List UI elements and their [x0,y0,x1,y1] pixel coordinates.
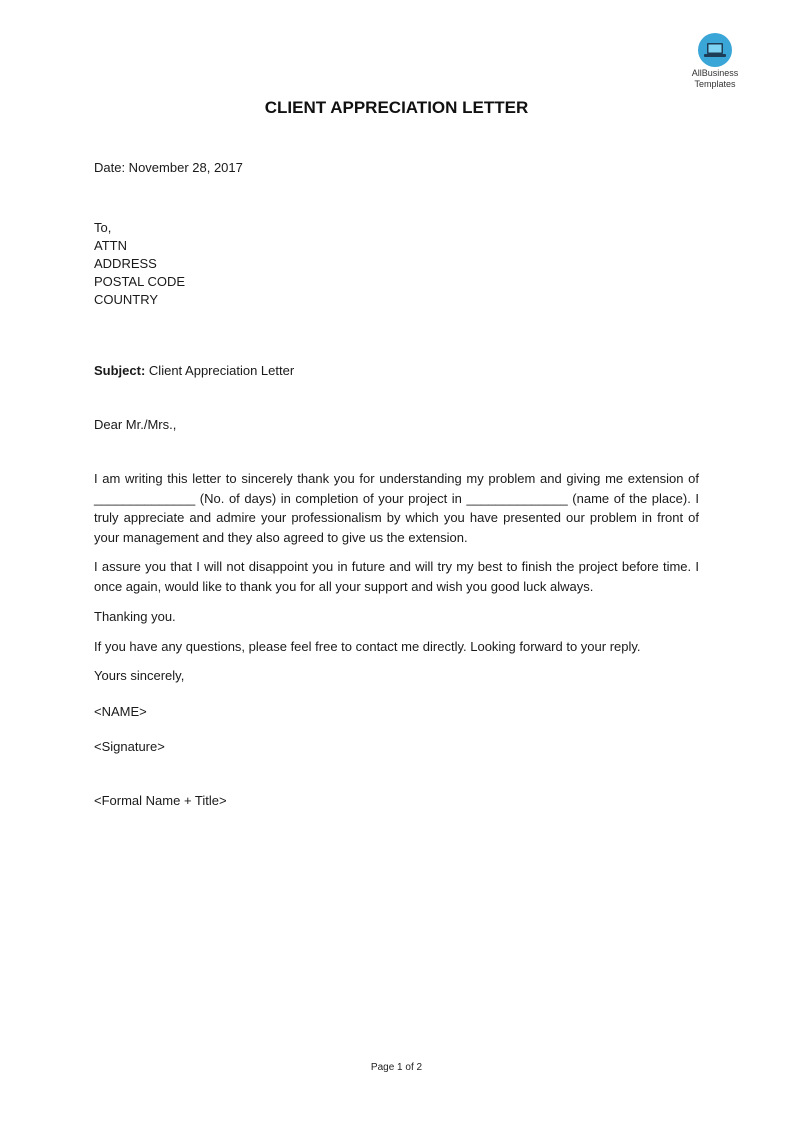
subject-label: Subject: [94,363,146,378]
logo-text-line1: AllBusiness [691,68,739,78]
address-country: COUNTRY [94,292,159,307]
page-number: Page 1 of 2 [370,1062,423,1073]
address-postal-code: POSTAL CODE [94,274,186,289]
sender-name: <NAME> [94,704,147,719]
body-paragraph-1: I am writing this letter to sincerely thank you for understanding my problem and giving me extension of ______________ (No. of days) in completion of your project in ______________ (name of the place). I truly appreciate and admire your professionalism by which you have presented our problem in front of your management and they also agreed to give us the extension. [94,471,699,545]
logo [684,33,746,89]
subject-text: Client Appreciation Letter [148,363,295,378]
closing: Yours sincerely, [94,668,185,683]
subject-line [94,362,294,380]
body-paragraph-4: If you have any questions, please feel free to contact me directly. Looking forward to your reply. [94,639,641,654]
letter-date: Date: November 28, 2017 [94,160,243,175]
laptop-icon [698,33,732,67]
body-paragraph-3: Thanking you. [94,609,176,624]
address-attn: ATTN [94,238,127,253]
page-title: CLIENT APPRECIATION LETTER [264,98,529,117]
logo-text-line2: Templates [694,79,736,89]
address-line: ADDRESS [94,256,157,271]
address-to: To, [94,220,112,235]
body-paragraph-2: I assure you that I will not disappoint you in future and will try my best to finish the project before time. I once again, would like to thank you for all your support and wish you good luck always. [94,559,699,594]
formal-name-title: <Formal Name + Title> [94,793,227,808]
salutation: Dear Mr./Mrs., [94,417,177,432]
signature-placeholder: <Signature> [94,739,165,754]
